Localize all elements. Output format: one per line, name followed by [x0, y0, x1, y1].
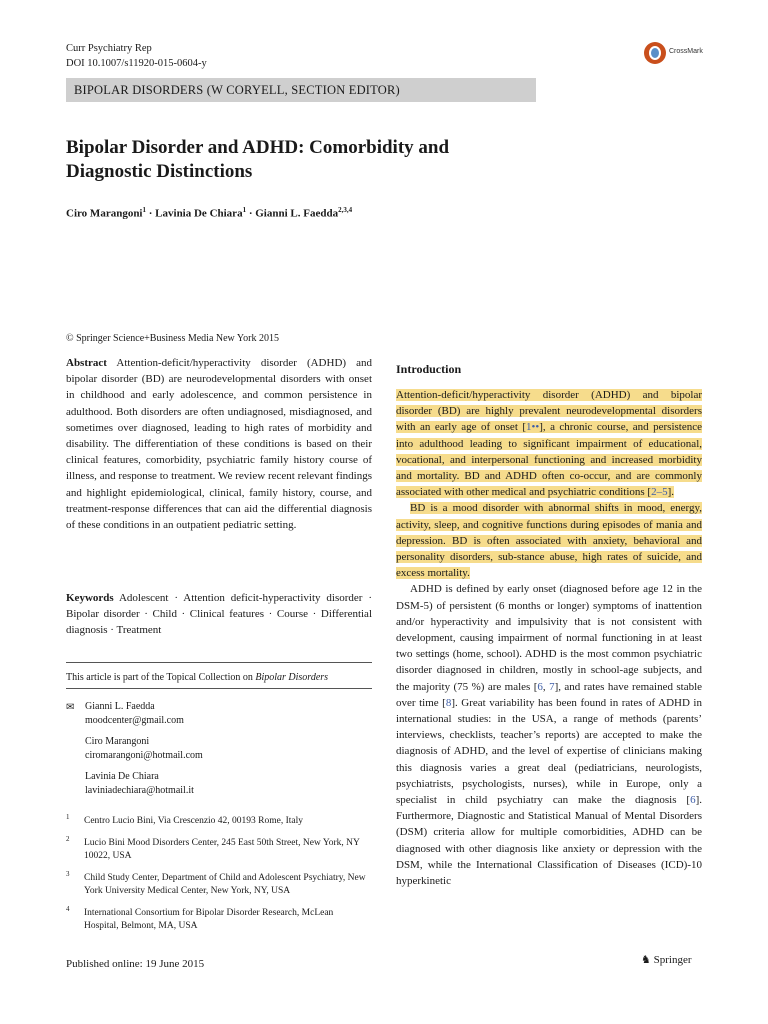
highlighted-text: BD is a mood disorder with abnormal shifts in mood, energy, activity, sleep, and cognitive functions during episodes of mania and depression. BD is often associated with anxiety, behavioral and personality disorders, sub-stance abuse, high rates of suicide, and excess mortality.	[396, 502, 702, 580]
citation-link[interactable]: 1••	[526, 421, 540, 434]
doi[interactable]: DOI 10.1007/s11920-015-0604-y	[66, 58, 207, 69]
journal-header	[66, 41, 207, 71]
text-run: ], and rates have remained stable over time [	[396, 680, 703, 709]
keywords-label: Keywords	[66, 592, 114, 604]
topical-prefix: This article is part of the Topical Collection on	[66, 672, 256, 683]
author-3-affil: 2,3,4	[338, 206, 353, 214]
divider	[66, 662, 372, 663]
text-run: ADHD is defined by early onset (diagnosed before age 12 in the DSM-5) of persistent (6 months or longer) symptoms of inattention and/or hyperactivity and impulsivity that is not consistent with development, causing impairment of normal functioning in at least two settings (home, school). ADHD is the most common psychiatric disorder diagnosed in children, mostly in school-age subjects, and the majority (75 %) are males [	[396, 583, 702, 693]
journal-name: Curr Psychiatry Rep	[66, 43, 152, 54]
contact-entry	[66, 700, 203, 728]
envelope-icon: ✉	[66, 702, 75, 713]
crossmark-label: CrossMark	[669, 48, 703, 55]
section-heading-introduction: Introduction	[396, 362, 462, 376]
abstract-text: Attention-deficit/hyperactivity disorder (ADHD) and bipolar disorder (BD) are neurodevelopmental disorders with onset in childhood and early adolescence, and common persistence in adulthood. Both disorders are often undiagnosed, misdiagnosed, and sometimes over diagnosed, leading to high rates of morbidity and disability. The differentiation of these conditions is based on their clinical features, comorbidity, psychiatric family history course of illness, and response to treatment. We review recent relevant findings and highlight epidemiological, clinical, family history, course, and treatment-response differences that can aid the differential diagnosis of these conditions in an outpatient pediatric setting.	[66, 357, 372, 532]
author-separator: ·	[246, 207, 256, 220]
affiliation-text: Centro Lucio Bini, Via Crescenzio 42, 00193 Rome, Italy	[84, 816, 304, 826]
springer-horse-icon: ♞	[641, 954, 651, 966]
author-1[interactable]: Ciro Marangoni	[66, 207, 143, 220]
keywords	[66, 590, 372, 639]
paragraph	[396, 581, 702, 889]
crossmark-icon	[644, 42, 666, 64]
affiliation-number: 3	[66, 869, 70, 878]
citation-link[interactable]: 8	[445, 696, 452, 709]
affiliation-text: Child Study Center, Department of Child and Adolescent Psychiatry, New York University Medical Center, New York, NY, USA	[84, 872, 366, 896]
text-run: ]. Furthermore, Diagnostic and Statistical Manual of Mental Disorders (DSM) criteria allow for multiple comorbidities, ADHD can be diagnosed with other diagnosis like anxiety or depression with the DSM, while the International Classification of Diseases (ICD)-10 hyperkinetic	[396, 794, 702, 888]
author-1-affil: 1	[142, 206, 146, 214]
citation-link[interactable]: 2–5	[651, 486, 668, 499]
affiliation-number: 2	[66, 834, 70, 843]
author-2-affil: 1	[242, 206, 247, 214]
affiliation-list	[66, 815, 366, 942]
text-run: ,	[542, 680, 550, 693]
abstract	[66, 355, 372, 533]
affiliation-number: 1	[66, 813, 70, 821]
text-run: Attention-deficit/hyperactivity disorder (ADHD) and bipolar disorder (BD) are highly prevalent neurodevelopmental disorders with an early age of onset [	[396, 389, 702, 434]
publisher-logo	[641, 953, 692, 966]
author-3[interactable]: Gianni L. Faedda	[255, 207, 339, 220]
topical-collection-name[interactable]: Bipolar Disorders	[255, 672, 329, 683]
affiliation-item	[66, 815, 366, 829]
author-list	[66, 206, 352, 220]
author-separator: ·	[146, 207, 156, 220]
publisher-name: Springer	[653, 954, 692, 966]
published-date: Published online: 19 June 2015	[66, 958, 205, 970]
contact-email[interactable]: moodcenter@gmail.com	[85, 715, 184, 726]
text-run: ], a chronic course, and persistence into adulthood leading to significant impairment of educational, vocational, and interpersonal functioning and increased morbidity and mortality. BD and ADHD often co-occur, and are commonly associated with other medical and psychiatric conditions [	[396, 421, 702, 499]
section-title: BIPOLAR DISORDERS (W CORYELL, SECTION EDITOR)	[74, 83, 400, 97]
affiliation-item	[66, 869, 366, 899]
author-2[interactable]: Lavinia De Chiara	[155, 207, 243, 220]
introduction-body	[396, 387, 702, 889]
topical-collection-note	[66, 670, 372, 686]
highlighted-text	[396, 389, 702, 498]
contact-email[interactable]: laviniadechiara@hotmail.it	[85, 785, 194, 796]
contact-list	[66, 700, 203, 805]
article-title: Bipolar Disorder and ADHD: Comorbidity and Diagnostic Distinctions	[66, 137, 450, 182]
paragraph	[396, 500, 702, 581]
affiliation-number: 4	[66, 904, 70, 913]
text-run: ].	[667, 486, 674, 499]
citation-link[interactable]: 6	[690, 794, 696, 807]
paragraph	[396, 387, 702, 500]
divider	[66, 688, 372, 689]
contact-email[interactable]: ciromarangoni@hotmail.com	[85, 750, 203, 761]
citation-link[interactable]: 7	[549, 680, 555, 693]
contact-entry	[85, 770, 203, 798]
copyright-notice: © Springer Science+Business Media New York 2015	[66, 333, 279, 344]
contact-name: Ciro Marangoni	[85, 736, 150, 747]
text-run: ]. Great variability has been found in rates of ADHD in international studies: in the USA, a range of methods (parents’ interviews, checklists, teacher’s reports) are accepted to make the diagnosis of ADHD, and the level of expertise of clinicians making this diagnosis varies a great deal (pediatricians, neurologists, psychiatrists, psychologists, nurses), while in Europe, only a specialist in child psychiatry can make the diagnosis [	[396, 696, 702, 807]
affiliation-item	[66, 904, 366, 934]
crossmark-badge[interactable]	[644, 42, 724, 66]
contact-name: Lavinia De Chiara	[85, 771, 159, 782]
section-banner	[66, 78, 536, 102]
affiliation-text: International Consortium for Bipolar Disorder Research, McLean Hospital, Belmont, MA, USA	[84, 907, 334, 931]
affiliation-item	[66, 834, 366, 864]
contact-entry	[85, 735, 203, 763]
citation-link[interactable]: 6	[537, 680, 543, 693]
contact-name: Gianni L. Faedda	[85, 701, 155, 712]
abstract-label: Abstract	[66, 357, 107, 369]
affiliation-text: Lucio Bini Mood Disorders Center, 245 East 50th Street, New York, NY 10022, USA	[84, 837, 360, 861]
keywords-text: Adolescent · Attention deficit-hyperactivity disorder · Bipolar disorder · Child · Clinical features · Course · Differential diagnosis · Treatment	[66, 592, 372, 637]
